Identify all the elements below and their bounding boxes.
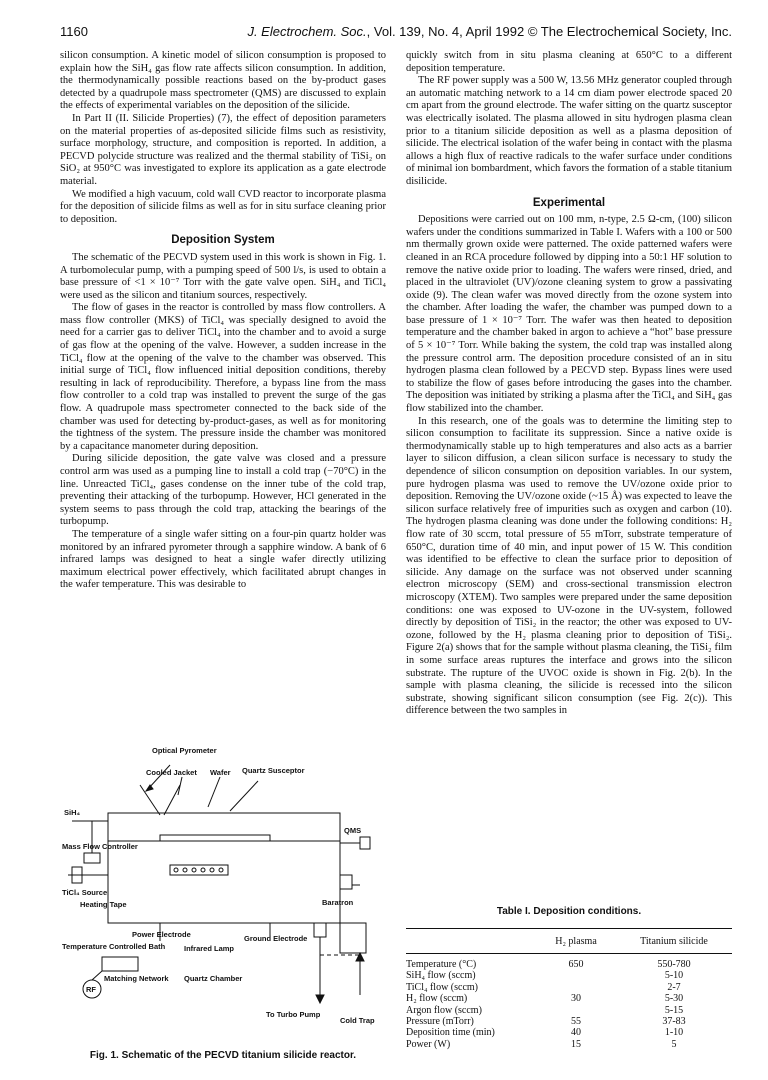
section-heading-experimental: Experimental <box>532 196 606 209</box>
label-cooled-jacket: Cooled Jacket <box>146 768 197 777</box>
table-cell: SiH₄ flow (sccm) <box>406 970 476 982</box>
label-quartz-susceptor: Quartz Susceptor <box>242 766 305 775</box>
journal-name: J. Electrochem. Soc. <box>247 24 367 39</box>
table-cell: 15 <box>571 1038 581 1050</box>
table-title: Table I. Deposition conditions. <box>496 906 642 917</box>
table-cell: Pressure (mTorr) <box>406 1015 474 1027</box>
label-quartz-chamber: Quartz Chamber <box>184 974 243 983</box>
table-cell: 5-30 <box>664 993 684 1005</box>
right-column <box>406 50 732 718</box>
citation-detail: , Vol. 139, No. 4, April 1992 © The Electrochemical Society, Inc. <box>366 24 732 39</box>
section-heading-deposition-system: Deposition System <box>171 234 275 247</box>
label-mass-flow-controller: Mass Flow Controller <box>62 842 138 851</box>
paragraph: The flow of gases in the reactor is controlled by mass flow controllers. A mass flow controller (MKS) of TiCl₄ was specially designed to avoid the need for a carrier gas to deliver TiCl₄ into the chamber and to avoid a surge of gas flow at the opening of the valve. However, a sudden increase in the TiCl₄ flow at the opening of the valve to the chamber was observed. This initial surge of TiCl₄ flow influenced initial deposition conditions, thereby resulting in lack of reproducibility. Therefore, a bypass line from the mass flow controller to a cold trap was installed to prevent the surge of the gas flow. A quadrupole mass spectrometer connected to the back side of the chamber was used for detecting by-product-gases, as well as for monitoring the tightness of the system. The pressure inside the chamber was monitored by a capacitance manometer during deposition. <box>60 302 386 452</box>
paragraph: During silicide deposition, the gate valve was closed and a pressure control arm was used as a pumping line to install a cold trap (−70°C) in the line. Unreacted TiCl₄, gases condense on the inner tube of the cold trap, preventing their attacking of the turbopump. However, HCl generated in the system seems to pass through the cold trap, attacking the bearings of the turbopump. <box>60 453 386 528</box>
table-cell: 2-7 <box>667 981 681 993</box>
lamp <box>210 868 214 872</box>
table-cell: Argon flow (sccm) <box>406 1004 482 1016</box>
matching-network-box <box>102 957 138 971</box>
qms-box <box>360 837 370 849</box>
reactor-schematic <box>60 745 386 1045</box>
figure-1-schematic <box>60 745 386 1045</box>
table-cell: 30 <box>571 993 581 1005</box>
label-baratron: Baratron <box>322 898 354 907</box>
paragraph: quickly switch from in situ plasma cleaning at 650°C to a different deposition temperature. <box>406 50 732 74</box>
jacket-pointer <box>178 777 182 795</box>
paragraph: The RF power supply was a 500 W, 13.56 MHz generator coupled through an automatic matching network to a 14 cm diam power electrode spaced 20 cm apart from the ground electrode. The wafer sitting on the quartz susceptor was electrically isolated. The plasma allowed in situ hydrogen plasma clean prior to a titanium silicide deposition as well as a plasma deposition of silicide. The electrical isolation of the wafer being in contact with the plasma allows a high flux of reactive radicals to the wafer surface under conditions of minimal ion bombardment, which favors the formation of a stable titanium disilicide. <box>406 75 733 187</box>
table-cell: 37-83 <box>662 1015 686 1027</box>
label-cold-trap: Cold Trap <box>340 1016 375 1025</box>
paragraph: In this research, one of the goals was to determine the limiting step to silicon consumption to facilitate its suppression. Since a native oxide is thermodynamically stable up to high temperatures and also acts as a barrier layer to silicon diffusion, a clean silicon surface is necessary to study the dependence of silicon consumption on deposition variables. In our system, pure hydrogen plasma was used to remove the UV/ozone oxide prior to deposition. Removing the UV/ozone oxide (~15 Å) was expected to leave the silicon surface relatively free of impurities such as oxygen and carbon (10). The hydrogen plasma cleaning was done under the following conditions: H₂ flow rate of 30 sccm, total pressure of 55 mTorr, substrate temperature of 650°C, duration time of 40 min, and input power of 15 W. This condition was identified to be effective to clean the surface prior to deposition of silicide. Any damage on the surface was not observed under scanning electron microscopy (SEM) and cross-sectional transmission electron microscopy (XTEM). Two samples were prepared under the same deposition conditions: one was exposed to UV-ozone in the UV-system, followed directly by deposition of TiSi₂ in the reactor; the other was exposed to UV-ozone, followed by the H₂ plasma cleaning prior to deposition of TiSi₂. Figure 2(a) shows that for the sample without plasma cleaning, the TiSi₂ film in some surface areas ruptures the interface and grows into the silicon substrate. The rupture of the UVOC oxide is shown in Fig. 2(b). In the sample with plasma cleaning, the silicide is recessed into the silicon substrate, showing significant silicon consumption (see Fig. 2(c)). This difference between the two samples in <box>406 415 732 717</box>
table-cell: Deposition time (min) <box>406 1027 495 1039</box>
rf-line <box>92 971 102 980</box>
deposition-conditions-table <box>406 928 732 1050</box>
paragraph: silicon consumption. A kinetic model of silicon consumption is proposed to explain how the SiH₄ gas flow rate affects silicon consumption. In addition, the thermodynamically possible reactions based on the by-product gases detected by a quadrupole mass spectrometer (QMS) are discussed to explain the effects of experimental variables on the deposition of the silicide. <box>60 50 386 112</box>
journal-citation <box>247 24 732 39</box>
table-cell: Power (W) <box>406 1038 451 1050</box>
table-cell <box>536 970 616 981</box>
table-cell: 5-10 <box>664 970 684 982</box>
pyrometer-arrow <box>146 785 153 791</box>
cold-trap-arrow <box>356 953 364 961</box>
label-heating-tape: Heating Tape <box>80 900 127 909</box>
table-header-cell: H₂ plasma <box>555 935 597 947</box>
table-cell <box>536 1005 616 1016</box>
table-cell <box>536 982 616 993</box>
paragraph: Depositions were carried out on 100 mm, n-type, 2.5 Ω-cm, (100) silicon wafers under the conditions summarized in Table I. Wafers with a 100 or 500 nm thermally grown oxide were patterned. The oxide patterned wafers were cleaned in an RCA procedure followed by dipping into a 50:1 HF solution to remove the native oxide prior to loading. The wafers were rinsed, dried, and placed in the ultraviolet (UV)/ozone cleaning system to grow a passivating oxide (9). The clean wafer was moved directly from the ozone system into the chamber. After loading the wafer, the chamber was pumped down to a base pressure of 1 × 10⁻⁷ Torr. The wafer was then heated to deposition temperature and the chamber baked in argon to achieve a “hot” base pressure of 5 × 10⁻⁷ Torr. While baking the system, the cold trap was installed along the pressure control arm. The deposition procedure consisted of an in situ hydrogen plasma clean followed by a PECVD step. Bypass lines were used to stabilize the flow of gases before introducing the gases into the chamber. The deposition was initiated by striking a plasma after the TiCl₄ and SiH₄ gas flow stabilized into the chamber. <box>406 214 732 415</box>
table-row <box>406 959 732 970</box>
chamber-funnel-right <box>164 785 180 815</box>
label-ground-electrode: Ground Electrode <box>244 934 308 943</box>
page-number: 1160 <box>60 24 88 39</box>
table-cell: 5-15 <box>664 1004 684 1016</box>
table-cell: Temperature (°C) <box>406 959 477 970</box>
valve-box <box>314 923 326 937</box>
label-to-turbo-pump: To Turbo Pump <box>266 1010 321 1019</box>
table-row <box>406 993 732 1004</box>
table-cell: TiCl₄ flow (sccm) <box>406 981 479 993</box>
table-cell: 1-10 <box>664 1027 684 1039</box>
lamp <box>201 868 205 872</box>
pump-arrow <box>316 995 324 1003</box>
table-header-row <box>406 929 732 953</box>
wafer-holder <box>160 835 270 841</box>
table-cell: 5 <box>671 1038 677 1050</box>
table-row <box>406 982 732 993</box>
wafer-pointer <box>208 777 220 807</box>
susceptor-pointer <box>230 781 258 811</box>
paragraph: We modified a high vacuum, cold wall CVD reactor to incorporate plasma for the deposition of silicide films as well as for in situ surface cleaning prior to deposition. <box>60 188 386 225</box>
table-cell: H₂ flow (sccm) <box>406 993 468 1005</box>
lamp <box>174 868 178 872</box>
lamp <box>219 868 223 872</box>
table-cell: 550-780 <box>657 959 691 970</box>
label-rf: RF <box>86 985 96 994</box>
table-row <box>406 970 732 981</box>
page-header <box>60 24 732 44</box>
label-wafer: Wafer <box>210 768 231 777</box>
reaction-chamber <box>108 813 340 923</box>
figure-caption: Fig. 1. Schematic of the PECVD titanium silicide reactor. <box>89 1050 357 1061</box>
paragraph: The temperature of a single wafer sitting on a four-pin quartz holder was monitored by an infrared pyrometer through a sapphire window. A bank of 6 infrared lamps was designed to heat a single wafer directly utilizing maximum electrical power effectively, which facilitated abrupt changes in the wafer temperature. This was desirable to <box>60 528 386 591</box>
table-cell: 55 <box>571 1015 581 1027</box>
label-temperature-bath: Temperature Controlled Bath <box>62 942 166 951</box>
lamp <box>192 868 196 872</box>
label-matching-network: Matching Network <box>104 974 169 983</box>
paragraph: In Part II (II. Silicide Properties) (7), the effect of deposition parameters on the material properties of as-deposited silicide films such as resistivity, surface morphology, structure, and composition is reported. In addition, a PECVD polycide structure was realized and the thermal stability of TiSi₂ on SiO₂ at 950°C was investigated to explore its application as a gate electrode material. <box>60 112 386 187</box>
label-infrared-lamp: Infrared Lamp <box>184 944 235 953</box>
table-cell: 40 <box>571 1027 581 1039</box>
table-row <box>406 1027 732 1038</box>
lamp <box>183 868 187 872</box>
table-header-cell: Titanium silicide <box>640 935 708 947</box>
table-row <box>406 1016 732 1027</box>
table-cell: 650 <box>568 959 584 970</box>
label-sih4: SiH₄ <box>64 808 81 817</box>
baratron-box <box>340 875 352 889</box>
table-row <box>406 1039 732 1050</box>
left-column <box>60 50 386 592</box>
paragraph: The schematic of the PECVD system used in this work is shown in Fig. 1. A turbomolecular pump, with a pumping speed of 500 l/s, is used to obtain a base pressure of <1 × 10⁻⁷ Torr with the gate valve open. SiH₄ and TiCl₄ were used as the silicon and titanium sources, respectively. <box>60 251 386 301</box>
table-row <box>406 1005 732 1016</box>
label-qms: QMS <box>344 826 362 835</box>
mass-flow-controller-box <box>84 853 100 863</box>
cold-trap-box <box>340 923 366 953</box>
label-optical-pyrometer: Optical Pyrometer <box>152 746 217 755</box>
label-power-electrode: Power Electrode <box>132 930 191 939</box>
label-ticl4-source: TiCl₄ Source <box>62 888 108 897</box>
